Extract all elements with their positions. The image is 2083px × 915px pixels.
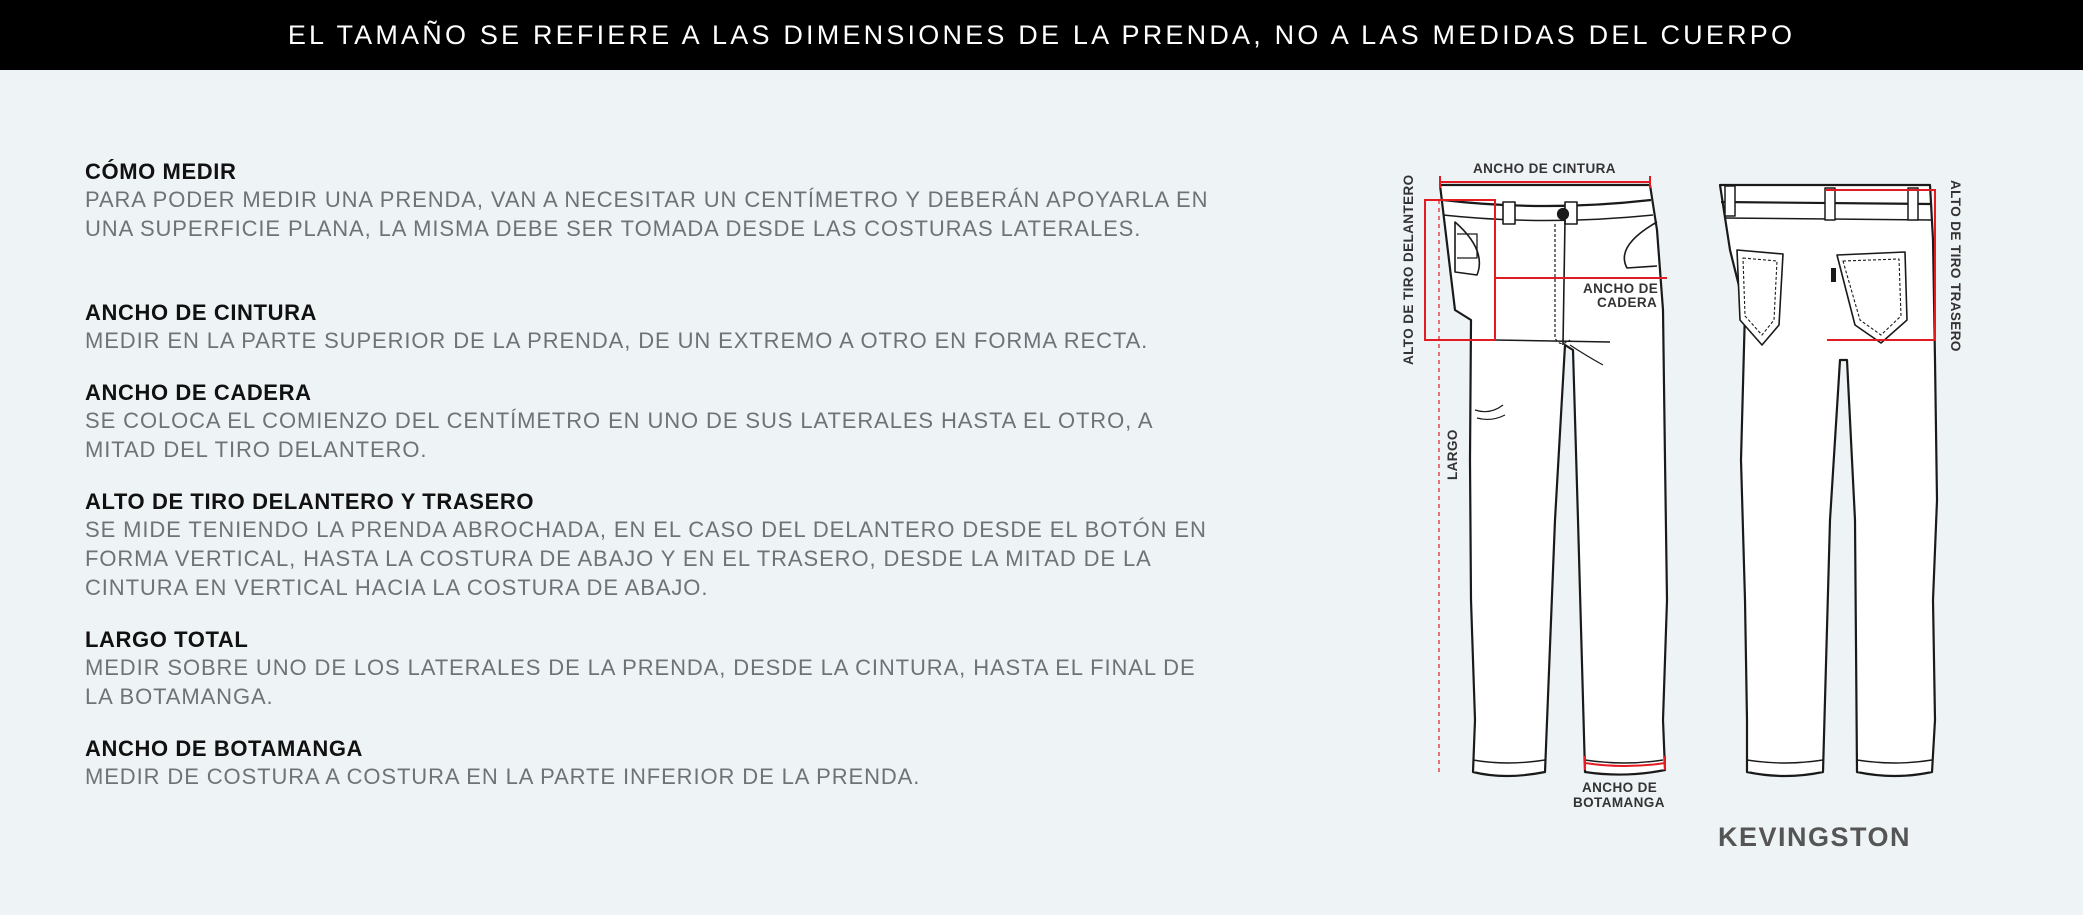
label-alto-tiro-delantero: ALTO DE TIRO DELANTERO [1401, 174, 1416, 365]
section-largo-total [85, 626, 1225, 711]
section-title: ANCHO DE CADERA [85, 380, 312, 405]
label-ancho-botamanga-2: BOTAMANGA [1573, 795, 1665, 810]
banner-text: EL TAMAÑO SE REFIERE A LAS DIMENSIONES DE LA PRENDA, NO A LAS MEDIDAS DEL CUERPO [287, 19, 1796, 50]
section-ancho-cadera [85, 379, 1225, 464]
section-text: MEDIR DE COSTURA A COSTURA EN LA PARTE INFERIOR DE LA PRENDA. [85, 764, 921, 789]
instructions [85, 158, 1225, 815]
label-ancho-cadera-1: ANCHO DE [1583, 281, 1659, 296]
section-title: CÓMO MEDIR [85, 159, 237, 184]
section-text: SE MIDE TENIENDO LA PRENDA ABROCHADA, EN EL CASO DEL DELANTERO DESDE EL BOTÓN EN FORMA VERTICAL, HASTA LA COSTURA DE ABAJO Y EN EL TRASERO, DESDE LA MITAD DE LA CINTURA EN VERTICAL HACIA LA COSTURA DE ABAJO. [85, 517, 1207, 600]
section-alto-tiro [85, 488, 1225, 602]
section-ancho-botamanga [85, 735, 1225, 791]
section-title: ANCHO DE BOTAMANGA [85, 736, 364, 761]
section-text: PARA PODER MEDIR UNA PRENDA, VAN A NECESITAR UN CENTÍMETRO Y DEBERÁN APOYARLA EN UNA SUPERFICIE PLANA, LA MISMA DEBE SER TOMADA DESDE LAS COSTURAS LATERALES. [85, 187, 1209, 241]
label-alto-tiro-trasero: ALTO DE TIRO TRASERO [1948, 180, 1963, 352]
section-ancho-cintura [85, 299, 1225, 355]
section-title: ALTO DE TIRO DELANTERO Y TRASERO [85, 489, 535, 514]
front-jeans-outline [1440, 185, 1667, 776]
section-text: MEDIR EN LA PARTE SUPERIOR DE LA PRENDA, DE UN EXTREMO A OTRO EN FORMA RECTA. [85, 328, 1149, 353]
label-ancho-cadera-2: CADERA [1597, 295, 1658, 310]
measurement-diagram [1395, 160, 1975, 850]
label-largo: LARGO [1445, 429, 1460, 480]
top-banner [0, 0, 2083, 70]
section-como-medir [85, 158, 1225, 243]
jeans-illustration [1395, 160, 1975, 850]
section-text: SE COLOCA EL COMIENZO DEL CENTÍMETRO EN UNO DE SUS LATERALES HASTA EL OTRO, A MITAD DEL TIRO DELANTERO. [85, 408, 1153, 462]
label-ancho-cintura: ANCHO DE CINTURA [1473, 161, 1616, 176]
section-title: ANCHO DE CINTURA [85, 300, 318, 325]
section-title: LARGO TOTAL [85, 627, 249, 652]
section-text: MEDIR SOBRE UNO DE LOS LATERALES DE LA PRENDA, DESDE LA CINTURA, HASTA EL FINAL DE LA BOTAMANGA. [85, 655, 1196, 709]
label-ancho-botamanga-1: ANCHO DE [1582, 780, 1658, 795]
brand-logo: KEVINGSTON [1718, 822, 1912, 852]
